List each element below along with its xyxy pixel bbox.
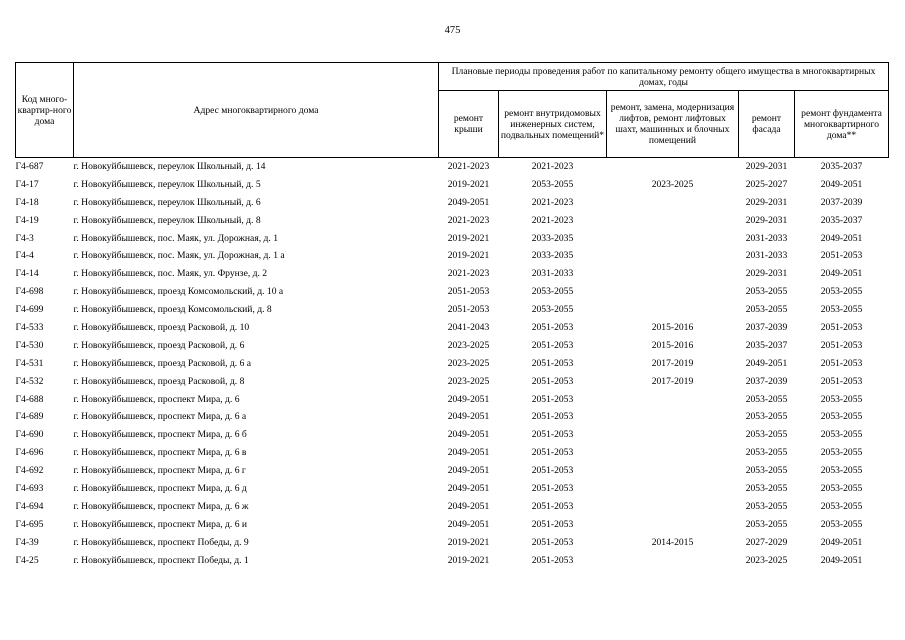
cell-engineering: 2051-2053: [531, 357, 574, 369]
cell-roof: 2051-2053: [447, 304, 490, 316]
cell-facade: 2037-2039: [745, 375, 788, 387]
cell-code: Г4-696: [15, 447, 44, 459]
table-row: [16, 265, 889, 283]
header-address: Адрес многоквартирного дома: [74, 63, 439, 158]
cell-roof: 2049-2051: [447, 393, 490, 405]
cell-code: Г4-690: [15, 429, 44, 441]
table-row: [16, 176, 889, 194]
cell-engineering: 2053-2055: [531, 286, 574, 298]
cell-facade: 2053-2055: [745, 411, 788, 423]
cell-engineering: 2051-2053: [531, 554, 574, 566]
cell-facade: 2025-2027: [745, 178, 788, 190]
table-row: [16, 408, 889, 426]
cell-address: г. Новокуйбышевск, проспект Мира, д. 6 г: [73, 465, 246, 477]
cell-code: Г4-694: [15, 500, 44, 512]
cell-address: г. Новокуйбышевск, проезд Комсомольский, д. 8: [73, 304, 272, 316]
cell-address: г. Новокуйбышевск, проспект Победы, д. 9: [73, 536, 249, 548]
cell-elevators: [607, 462, 739, 480]
cell-elevators: [607, 408, 739, 426]
cell-code: Г4-692: [15, 465, 44, 477]
cell-foundation: 2053-2055: [820, 465, 863, 477]
cell-elevators: 2023-2025: [651, 178, 694, 190]
cell-engineering: 2051-2053: [531, 321, 574, 333]
cell-foundation: 2049-2051: [820, 268, 863, 280]
cell-engineering: 2033-2035: [531, 250, 574, 262]
header-facade: ремонт фасада: [739, 91, 795, 158]
cell-foundation: 2053-2055: [820, 518, 863, 530]
cell-address: г. Новокуйбышевск, проспект Мира, д. 6 в: [73, 447, 247, 459]
cell-foundation: 2053-2055: [820, 482, 863, 494]
table-row: [16, 552, 889, 570]
table-row: [16, 480, 889, 498]
cell-roof: 2019-2021: [447, 250, 490, 262]
cell-facade: 2049-2051: [745, 357, 788, 369]
cell-engineering: 2051-2053: [531, 500, 574, 512]
cell-roof: 2019-2021: [447, 178, 490, 190]
cell-roof: 2021-2023: [447, 214, 490, 226]
cell-engineering: 2051-2053: [531, 518, 574, 530]
cell-elevators: 2015-2016: [651, 339, 694, 351]
cell-code: Г4-698: [15, 286, 44, 298]
cell-elevators: [607, 301, 739, 319]
cell-elevators: [607, 498, 739, 516]
cell-foundation: 2053-2055: [820, 429, 863, 441]
cell-code: Г4-25: [15, 554, 39, 566]
header-code: Код много-квартир-ного дома: [16, 63, 74, 158]
cell-code: Г4-689: [15, 411, 44, 423]
cell-code: Г4-699: [15, 304, 44, 316]
cell-facade: 2053-2055: [745, 500, 788, 512]
cell-facade: 2053-2055: [745, 429, 788, 441]
cell-elevators: 2015-2016: [651, 321, 694, 333]
cell-foundation: 2053-2055: [820, 411, 863, 423]
table-row: [16, 283, 889, 301]
cell-address: г. Новокуйбышевск, переулок Школьный, д. 5: [73, 178, 261, 190]
cell-code: Г4-688: [15, 393, 44, 405]
cell-roof: 2049-2051: [447, 447, 490, 459]
cell-address: г. Новокуйбышевск, проезд Расковой, д. 10: [73, 321, 250, 333]
cell-facade: 2053-2055: [745, 465, 788, 477]
cell-roof: 2023-2025: [447, 357, 490, 369]
cell-foundation: 2049-2051: [820, 232, 863, 244]
cell-facade: 2053-2055: [745, 518, 788, 530]
cell-engineering: 2053-2055: [531, 178, 574, 190]
cell-address: г. Новокуйбышевск, проспект Мира, д. 6 и: [73, 518, 248, 530]
header-periods: Плановые периоды проведения работ по капитальному ремонту общего имущества в многоквартирных домах, годы: [439, 63, 889, 91]
table-row: [16, 534, 889, 552]
cell-roof: 2019-2021: [447, 232, 490, 244]
cell-roof: 2049-2051: [447, 518, 490, 530]
cell-roof: 2021-2023: [447, 268, 490, 280]
cell-roof: 2023-2025: [447, 375, 490, 387]
table-body: [16, 158, 889, 570]
cell-foundation: 2053-2055: [820, 447, 863, 459]
cell-facade: 2029-2031: [745, 268, 788, 280]
cell-foundation: 2051-2053: [820, 357, 863, 369]
cell-address: г. Новокуйбышевск, проезд Расковой, д. 6 а: [73, 357, 252, 369]
cell-address: г. Новокуйбышевск, проспект Мира, д. 6 д: [73, 482, 247, 494]
table-row: [16, 426, 889, 444]
header-foundation: ремонт фундамента многоквартирного дома**: [795, 91, 889, 158]
cell-code: Г4-695: [15, 518, 44, 530]
table-row: [16, 498, 889, 516]
cell-engineering: 2051-2053: [531, 465, 574, 477]
cell-foundation: 2049-2051: [820, 554, 863, 566]
cell-engineering: 2051-2053: [531, 411, 574, 423]
cell-facade: 2023-2025: [745, 554, 788, 566]
cell-elevators: [607, 247, 739, 265]
cell-roof: 2019-2021: [447, 554, 490, 566]
cell-foundation: 2035-2037: [820, 214, 863, 226]
cell-engineering: 2021-2023: [531, 214, 574, 226]
page-number: 475: [444, 25, 461, 36]
cell-roof: 2049-2051: [447, 500, 490, 512]
header-engineering: ремонт внутридомовых инженерных систем, подвальных помещений*: [499, 91, 607, 158]
cell-code: Г4-530: [15, 339, 44, 351]
cell-elevators: 2017-2019: [651, 357, 694, 369]
cell-engineering: 2021-2023: [499, 158, 607, 176]
cell-foundation: 2051-2053: [820, 339, 863, 351]
cell-engineering: 2051-2053: [531, 429, 574, 441]
cell-facade: 2053-2055: [745, 286, 788, 298]
cell-foundation: 2053-2055: [820, 393, 863, 405]
cell-elevators: [607, 158, 739, 176]
cell-roof: 2051-2053: [447, 286, 490, 298]
cell-address: г. Новокуйбышевск, проспект Мира, д. 6: [73, 393, 240, 405]
cell-roof: 2019-2021: [447, 536, 490, 548]
cell-foundation: 2051-2053: [820, 375, 863, 387]
cell-foundation: 2051-2053: [820, 250, 863, 262]
table-row: [16, 355, 889, 373]
cell-address: г. Новокуйбышевск, пос. Маяк, ул. Фрунзе, д. 2: [73, 268, 268, 280]
cell-elevators: [607, 230, 739, 248]
cell-foundation: 2053-2055: [820, 304, 863, 316]
cell-facade: 2035-2037: [745, 339, 788, 351]
cell-engineering: 2053-2055: [531, 304, 574, 316]
table-row: [16, 194, 889, 212]
table-row: [16, 158, 889, 176]
cell-foundation: 2049-2051: [820, 536, 863, 548]
cell-code: Г4-3: [15, 232, 34, 244]
cell-code: Г4-19: [15, 214, 39, 226]
cell-engineering: 2051-2053: [531, 482, 574, 494]
cell-engineering: 2051-2053: [531, 447, 574, 459]
cell-engineering: 2021-2023: [531, 196, 574, 208]
cell-address: г. Новокуйбышевск, переулок Школьный, д. 14: [74, 158, 439, 176]
table-row: [16, 391, 889, 409]
cell-address: г. Новокуйбышевск, проезд Комсомольский, д. 10 а: [73, 286, 284, 298]
cell-facade: 2053-2055: [745, 482, 788, 494]
cell-address: г. Новокуйбышевск, проспект Мира, д. 6 б: [73, 429, 247, 441]
cell-facade: 2053-2055: [745, 304, 788, 316]
table-row: [16, 373, 889, 391]
cell-elevators: 2017-2019: [651, 375, 694, 387]
cell-address: г. Новокуйбышевск, переулок Школьный, д. 6: [73, 196, 261, 208]
cell-foundation: 2053-2055: [820, 500, 863, 512]
cell-code: Г4-531: [15, 357, 44, 369]
cell-foundation: 2051-2053: [820, 321, 863, 333]
cell-engineering: 2051-2053: [531, 375, 574, 387]
header-elevators: ремонт, замена, модернизация лифтов, ремонт лифтовых шахт, машинных и блочных помещений: [607, 91, 739, 158]
cell-address: г. Новокуйбышевск, проезд Расковой, д. 8: [73, 375, 245, 387]
cell-code: Г4-17: [15, 178, 39, 190]
cell-engineering: 2033-2035: [531, 232, 574, 244]
header-roof: ремонт крыши: [439, 91, 499, 158]
cell-foundation: 2053-2055: [820, 286, 863, 298]
cell-address: г. Новокуйбышевск, проспект Мира, д. 6 а: [73, 411, 247, 423]
cell-engineering: 2031-2033: [531, 268, 574, 280]
cell-facade: 2029-2031: [739, 158, 795, 176]
cell-engineering: 2051-2053: [531, 393, 574, 405]
cell-code: Г4-687: [16, 158, 74, 176]
table-row: [16, 319, 889, 337]
cell-foundation: 2035-2037: [795, 158, 889, 176]
cell-elevators: [607, 552, 739, 570]
table-row: [16, 301, 889, 319]
table-row: [16, 247, 889, 265]
cell-roof: 2041-2043: [447, 321, 490, 333]
cell-elevators: [607, 516, 739, 534]
cell-elevators: [607, 265, 739, 283]
cell-elevators: [607, 283, 739, 301]
cell-foundation: 2037-2039: [820, 196, 863, 208]
cell-address: г. Новокуйбышевск, проспект Победы, д. 1: [73, 554, 249, 566]
cell-code: Г4-39: [15, 536, 39, 548]
cell-roof: 2049-2051: [447, 196, 490, 208]
cell-facade: 2029-2031: [745, 196, 788, 208]
cell-roof: 2049-2051: [447, 465, 490, 477]
cell-roof: 2023-2025: [447, 339, 490, 351]
cell-code: Г4-4: [15, 250, 34, 262]
cell-elevators: [607, 391, 739, 409]
cell-address: г. Новокуйбышевск, проезд Расковой, д. 6: [73, 339, 245, 351]
cell-engineering: 2051-2053: [531, 536, 574, 548]
table-row: [16, 516, 889, 534]
cell-roof: 2049-2051: [447, 429, 490, 441]
cell-address: г. Новокуйбышевск, переулок Школьный, д. 8: [73, 214, 261, 226]
cell-elevators: [607, 212, 739, 230]
cell-foundation: 2049-2051: [820, 178, 863, 190]
cell-roof: 2049-2051: [447, 482, 490, 494]
table-row: [16, 337, 889, 355]
cell-facade: 2029-2031: [745, 214, 788, 226]
cell-facade: 2031-2033: [745, 250, 788, 262]
cell-code: Г4-533: [15, 321, 44, 333]
cell-code: Г4-693: [15, 482, 44, 494]
cell-facade: 2037-2039: [745, 321, 788, 333]
cell-elevators: [607, 426, 739, 444]
cell-facade: 2053-2055: [745, 393, 788, 405]
capital-repair-table: [15, 62, 889, 569]
cell-address: г. Новокуйбышевск, пос. Маяк, ул. Дорожная, д. 1: [73, 232, 278, 244]
cell-elevators: [607, 480, 739, 498]
cell-facade: 2031-2033: [745, 232, 788, 244]
cell-code: Г4-14: [15, 268, 39, 280]
table-row: [16, 444, 889, 462]
cell-elevators: [607, 194, 739, 212]
cell-roof: 2021-2023: [439, 158, 499, 176]
cell-address: г. Новокуйбышевск, пос. Маяк, ул. Дорожная, д. 1 а: [73, 250, 285, 262]
cell-code: Г4-532: [15, 375, 44, 387]
cell-facade: 2053-2055: [745, 447, 788, 459]
cell-engineering: 2051-2053: [531, 339, 574, 351]
cell-facade: 2027-2029: [745, 536, 788, 548]
table-row: [16, 462, 889, 480]
table-row: [16, 230, 889, 248]
cell-elevators: [607, 444, 739, 462]
cell-code: Г4-18: [15, 196, 39, 208]
table-row: [16, 212, 889, 230]
cell-address: г. Новокуйбышевск, проспект Мира, д. 6 ж: [73, 500, 249, 512]
cell-elevators: 2014-2015: [651, 536, 694, 548]
cell-roof: 2049-2051: [447, 411, 490, 423]
